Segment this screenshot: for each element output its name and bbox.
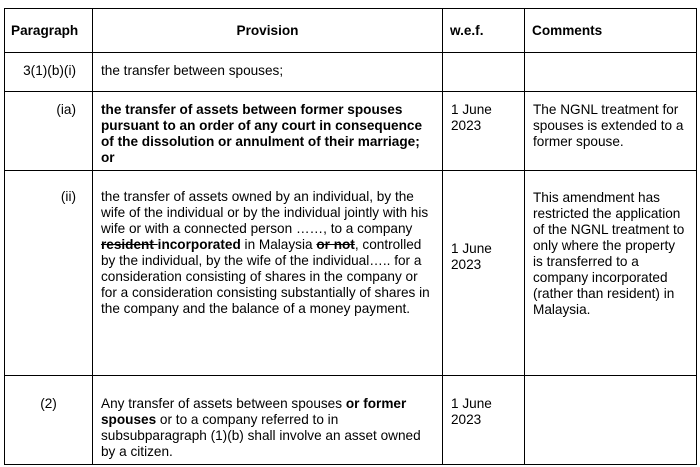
comment-text bbox=[525, 53, 696, 67]
table-row bbox=[5, 92, 697, 171]
provision-cell bbox=[93, 171, 443, 376]
provisions-table bbox=[4, 8, 697, 465]
comment-text bbox=[525, 376, 696, 400]
comments-cell bbox=[525, 171, 697, 376]
comment-text: The NGNL treatment for spouses is extended to a former spouse. bbox=[533, 102, 684, 149]
deleted-text: resident bbox=[101, 237, 158, 252]
header-wef: w.e.f. bbox=[443, 9, 525, 53]
provision-text-part: the transfer of assets owned by an individual, by the wife of the individual or by the individual jointly with his wife or with a connected person ……, to a company bbox=[101, 189, 429, 236]
wef-date: 1 June 2023 bbox=[451, 396, 492, 427]
provision-text: the transfer between spouses; bbox=[101, 63, 284, 78]
wef-date: 1 June 2023 bbox=[451, 241, 492, 272]
wef-cell bbox=[443, 171, 525, 376]
wef-date: 1 June 2023 bbox=[451, 102, 492, 133]
header-comments: Comments bbox=[525, 9, 697, 53]
header-provision: Provision bbox=[93, 9, 443, 53]
provision-text-part: Any transfer of assets between spouses bbox=[101, 396, 346, 411]
header-row bbox=[5, 9, 697, 53]
provision-cell bbox=[93, 376, 443, 465]
provision-text-part: , controlled by the individual, by the wife of the individual….. for a consideration consisting of shares in the company or for a consideration consisting substantially of shares in the company and the balance of a money payment. bbox=[101, 237, 430, 316]
provision-text-part: or to a company referred to in subsubparagraph (1)(b) shall involve an asset owned by a citizen. bbox=[101, 412, 421, 459]
provision-cell bbox=[93, 53, 443, 92]
paragraph-cell bbox=[5, 171, 93, 376]
paragraph-ref: (ia) bbox=[56, 102, 76, 117]
provision-text: the transfer of assets between former spouses pursuant to an order of any court in consequence of the dissolution or annulment of their marriage; or bbox=[101, 102, 423, 165]
header-paragraph: Paragraph bbox=[5, 9, 93, 53]
table-row bbox=[5, 53, 697, 92]
comments-cell bbox=[525, 53, 697, 92]
wef-cell bbox=[443, 92, 525, 171]
wef-date bbox=[443, 53, 524, 67]
paragraph-ref: 3(1)(b)(i) bbox=[23, 63, 76, 78]
paragraph-ref: (2) bbox=[40, 396, 57, 411]
wef-cell bbox=[443, 376, 525, 465]
inserted-text: incorporated bbox=[157, 237, 241, 252]
provision-text bbox=[93, 171, 442, 321]
table-row bbox=[5, 376, 697, 465]
deleted-text: or not bbox=[316, 237, 355, 252]
provision-text-part: in Malaysia bbox=[240, 237, 317, 252]
paragraph-cell bbox=[5, 376, 93, 465]
inserted-text: or former spouses bbox=[101, 396, 407, 427]
comments-cell bbox=[525, 92, 697, 171]
comments-cell bbox=[525, 376, 697, 465]
paragraph-ref: (ii) bbox=[60, 189, 76, 204]
comment-text: This amendment has restricted the application of the NGNL treatment to only where the property is transferred to a company incorporated (rather than resident) in Malaysia. bbox=[533, 190, 685, 317]
table-row bbox=[5, 171, 697, 376]
provision-cell bbox=[93, 92, 443, 171]
paragraph-cell bbox=[5, 92, 93, 171]
wef-cell bbox=[443, 53, 525, 92]
paragraph-cell bbox=[5, 53, 93, 92]
provision-text bbox=[93, 376, 442, 464]
